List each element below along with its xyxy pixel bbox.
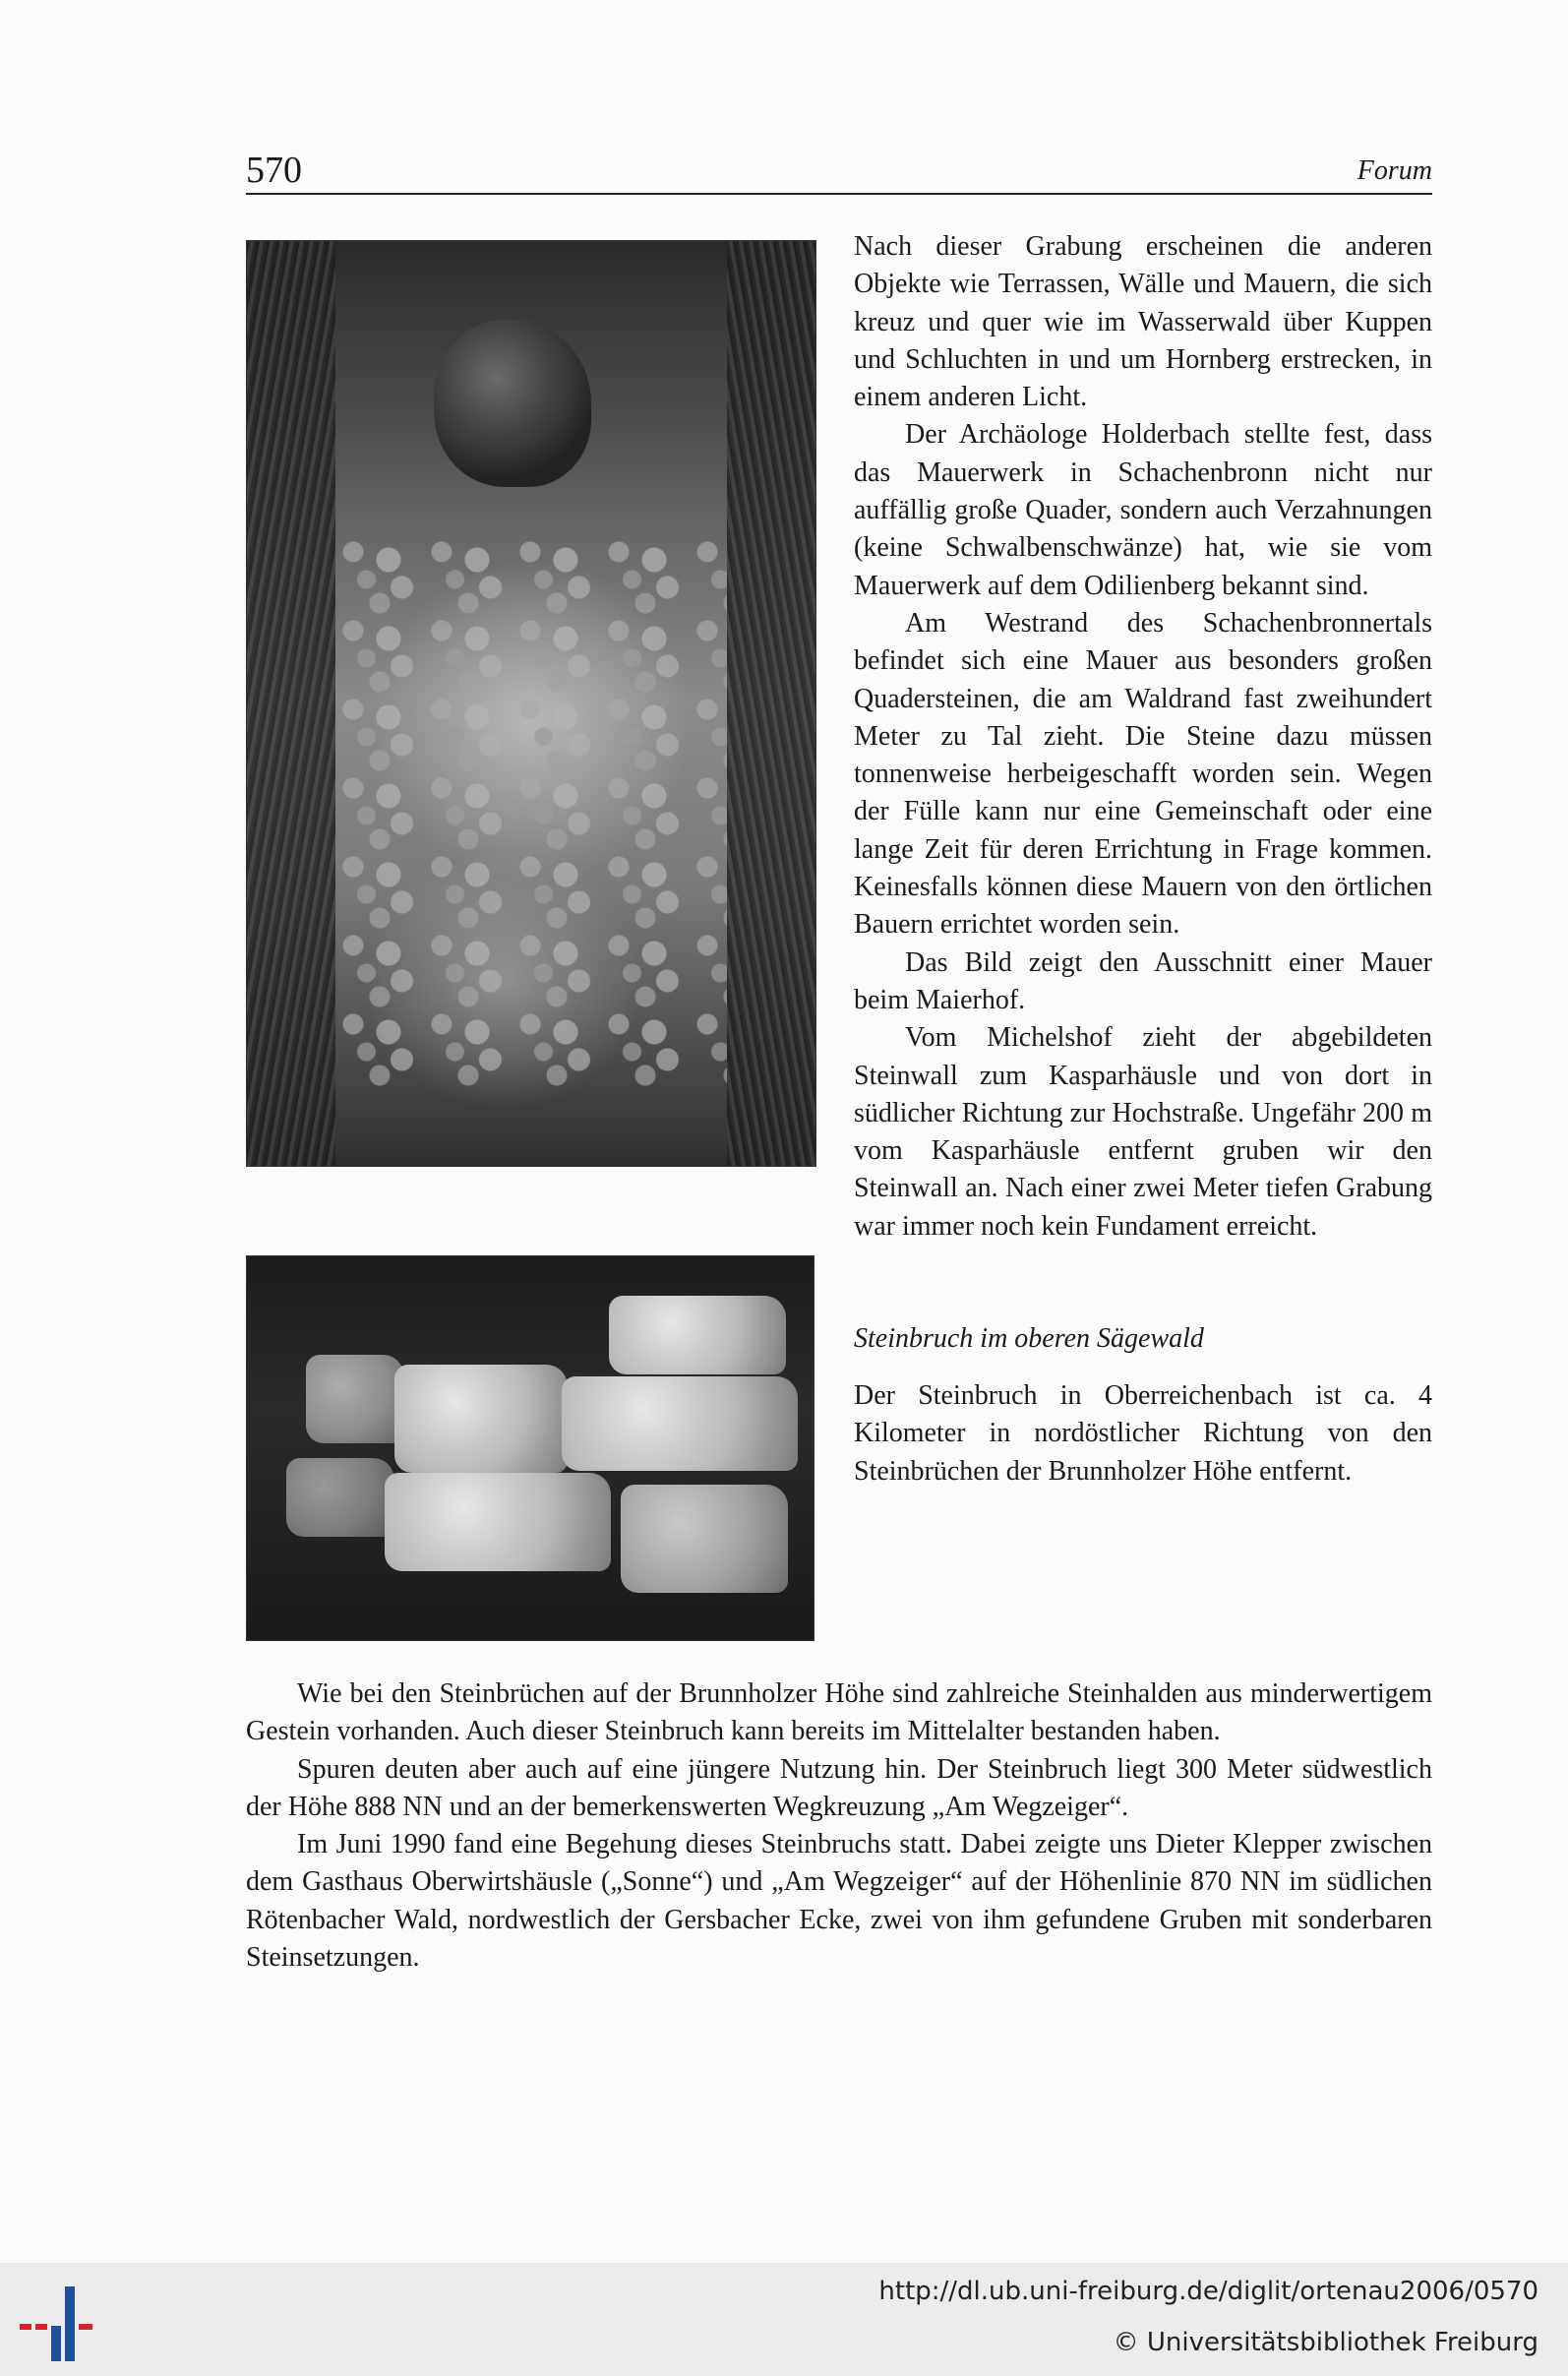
right-text-column: [854, 228, 1432, 1491]
wall-stone: [385, 1473, 611, 1571]
photo-stones: [335, 536, 727, 1087]
paragraph: Das Bild zeigt den Ausschnitt einer Mauer beim Maierhof.: [854, 946, 1432, 1015]
full-width-text: [246, 1675, 1432, 1977]
section-subheading: Steinbruch im oberen Sägewald: [854, 1323, 1204, 1355]
wall-stone: [609, 1296, 786, 1374]
wall-stone: [562, 1376, 798, 1471]
section-title: Forum: [1357, 155, 1432, 186]
wall-stone: [394, 1365, 568, 1473]
photo-grass-right: [727, 241, 815, 1166]
paragraph: Spuren deuten aber auch auf eine jüngere Nutzung hin. Der Steinbruch liegt 300 Meter südwestlich der Höhe 888 NN und an der bemerkenswerten Wegkreuzung „Am Wegzeiger“.: [246, 1753, 1432, 1822]
ub-freiburg-logo-icon: [20, 2286, 98, 2361]
paragraph: Wie bei den Steinbrüchen auf der Brunnholzer Höhe sind zahlreiche Steinhalden aus minderwertigem Gestein vorhanden. Auch dieser Steinbruch kann bereits im Mittelalter bestanden haben.: [246, 1678, 1432, 1747]
photo-stone-wall: [246, 1255, 814, 1641]
viewer-footer: [0, 2263, 1568, 2376]
paragraph: Am Westrand des Schachenbronnertals befindet sich eine Mauer aus besonders großen Quadersteinen, die am Waldrand fast zweihundert Meter zu Tal zieht. Die Steine dazu müssen tonnenweise herbeigeschafft worden sein. Wegen der Fülle kann nur eine Gemeinschaft oder eine lange Zeit für deren Errichtung in Frage kommen. Keinesfalls können diese Mauern von den örtlichen Bauern errichtet worden sein.: [854, 607, 1432, 941]
paragraph: Im Juni 1990 fand eine Begehung dieses Steinbruchs statt. Dabei zeigte uns Dieter Klepper zwischen dem Gasthaus Oberwirtshäusle („Sonne“) und „Am Wegzeiger“ auf der Höhenlinie 870 NN im südlichen Rötenbacher Wald, nordwestlich der Gersbacher Ecke, zwei von ihm gefundene Gruben mit sonderbaren Steinsetzungen.: [246, 1829, 1432, 1974]
permalink-link[interactable]: http://dl.ub.uni-freiburg.de/diglit/ortenau2006/0570: [878, 2277, 1538, 2306]
copyright-text: © Universitätsbibliothek Freiburg: [1113, 2328, 1538, 2357]
wall-stone: [286, 1458, 394, 1537]
paragraph: Der Steinbruch in Oberreichenbach ist ca. 4 Kilometer in nordöstlicher Richtung von den Steinbrüchen der Brunnholzer Höhe entfernt.: [854, 1380, 1432, 1487]
paragraph: Nach dieser Grabung erscheinen die anderen Objekte wie Terrassen, Wälle und Mauern, die sich kreuz und quer wie im Wasserwald über Kuppen und Schluchten in und um Hornberg erstrecken, in einem anderen Licht.: [854, 231, 1432, 413]
wall-stone: [306, 1355, 404, 1443]
photo-grass-left: [247, 241, 335, 1166]
page-number: 570: [246, 150, 302, 191]
paragraph: Der Archäologe Holderbach stellte fest, dass das Mauerwerk in Schachenbronn nicht nur auffällig große Quader, sondern auch Verzahnungen (keine Schwalbenschwänze) hat, wie sie vom Mauerwerk auf dem Odilienberg bekannt sind.: [854, 419, 1432, 601]
photo-boulder: [434, 320, 591, 487]
wall-stone: [621, 1485, 788, 1593]
paragraph: Vom Michelshof zieht der abgebildeten Steinwall zum Kasparhäusle und von dort in südlicher Richtung zur Hochstraße. Ungefähr 200 m vom Kasparhäusle entfernt gruben wir den Steinwall an. Nach einer zwei Meter tiefen Grabung war immer noch kein Fundament erreicht.: [854, 1022, 1432, 1242]
running-head: [246, 144, 1432, 195]
photo-cobblestone-path: [246, 240, 816, 1167]
